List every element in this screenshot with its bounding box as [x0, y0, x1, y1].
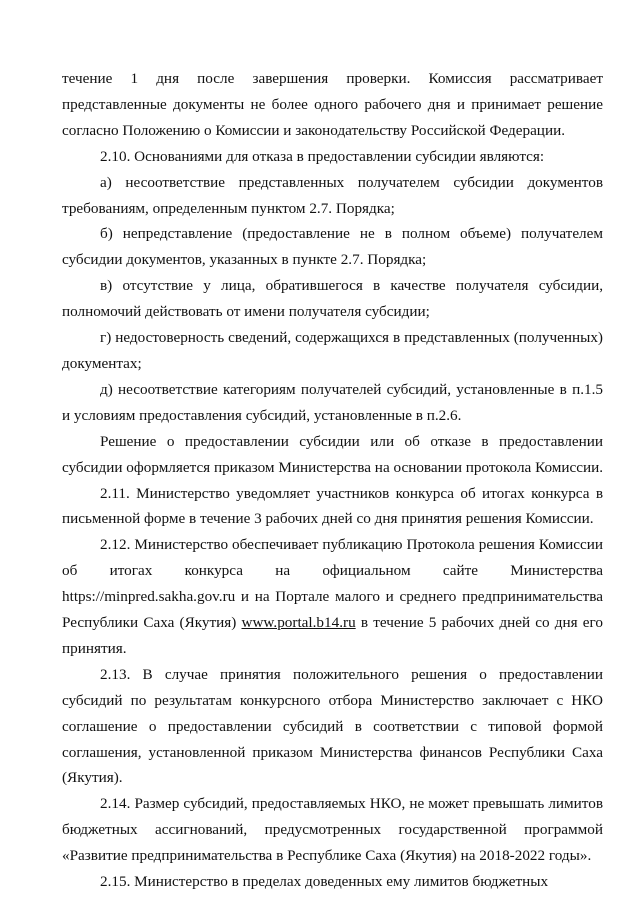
- list-item-b: б) непредставление (предоставление не в полном объеме) получателем субсидии документов, указанных в пункте 2.7. Порядка;: [62, 225, 603, 269]
- list-item-d: д) несоответствие категориям получателей субсидий, установленные в п.1.5 и условиям предоставления субсидий, установленные в п.2.6.: [62, 380, 603, 424]
- document-page: [62, 66, 603, 895]
- paragraph-2-11: 2.11. Министерство уведомляет участников конкурса об итогах конкурса в письменной форме в течение 3 рабочих дней со дня принятия решения Комиссии.: [62, 484, 603, 528]
- paragraph-2-15: 2.15. Министерство в пределах доведенных ему лимитов бюджетных: [100, 873, 549, 891]
- list-item-g: г) недостоверность сведений, содержащихся в представленных (полученных) документах;: [62, 329, 603, 372]
- paragraph-2-13: 2.13. В случае принятия положительного решения о предоставлении субсидий по результатам конкурсного отбора Министерство заключает с НКО соглашение о предоставлении субсидий в соответствии с типовой формой соглашения, установленной приказом Министерства финансов Республики Саха (Якутия).: [62, 665, 603, 787]
- paragraph-2-14: 2.14. Размер субсидий, предоставляемых НКО, не может превышать лимитов бюджетных ассигнований, предусмотренных государственной программой «Развитие предпринимательства в Республике Саха (Якутия) на 2018-2022 годы».: [62, 795, 603, 865]
- paragraph-2-12-text-after: в течение 5 рабочих дней со дня его принятия.: [62, 614, 603, 657]
- paragraph-decision: Решение о предоставлении субсидии или об отказе в предоставлении субсидии оформляется приказом Министерства на основании протокола Комиссии.: [62, 432, 604, 476]
- portal-link[interactable]: www.portal.b14.ru: [241, 614, 356, 632]
- list-item-v: в) отсутствие у лица, обратившегося в качестве получателя субсидии, полномочий действовать от имени получателя субсидии;: [62, 277, 603, 321]
- paragraph-continuation: течение 1 дня после завершения проверки. Комиссия рассматривает представленные документы не более одного рабочего дня и принимает решение согласно Положению о Комиссии и законодательству Российской Федерации.: [62, 70, 603, 139]
- paragraph-2-12-text-before: 2.12. Министерство обеспечивает публикацию Протокола решения Комиссии об итогах конкурса на официальном сайте Министерства https://minpred.sakha.gov.ru и на Портале малого и среднего предпринимательства Республики Саха (Якутия): [62, 536, 603, 632]
- list-item-a: а) несоответствие представленных получателем субсидии документов требованиям, определенным пунктом 2.7. Порядка;: [62, 173, 603, 217]
- paragraph-2-10: 2.10. Основаниями для отказа в предоставлении субсидии являются:: [100, 147, 545, 165]
- paragraph-2-12: [62, 532, 603, 662]
